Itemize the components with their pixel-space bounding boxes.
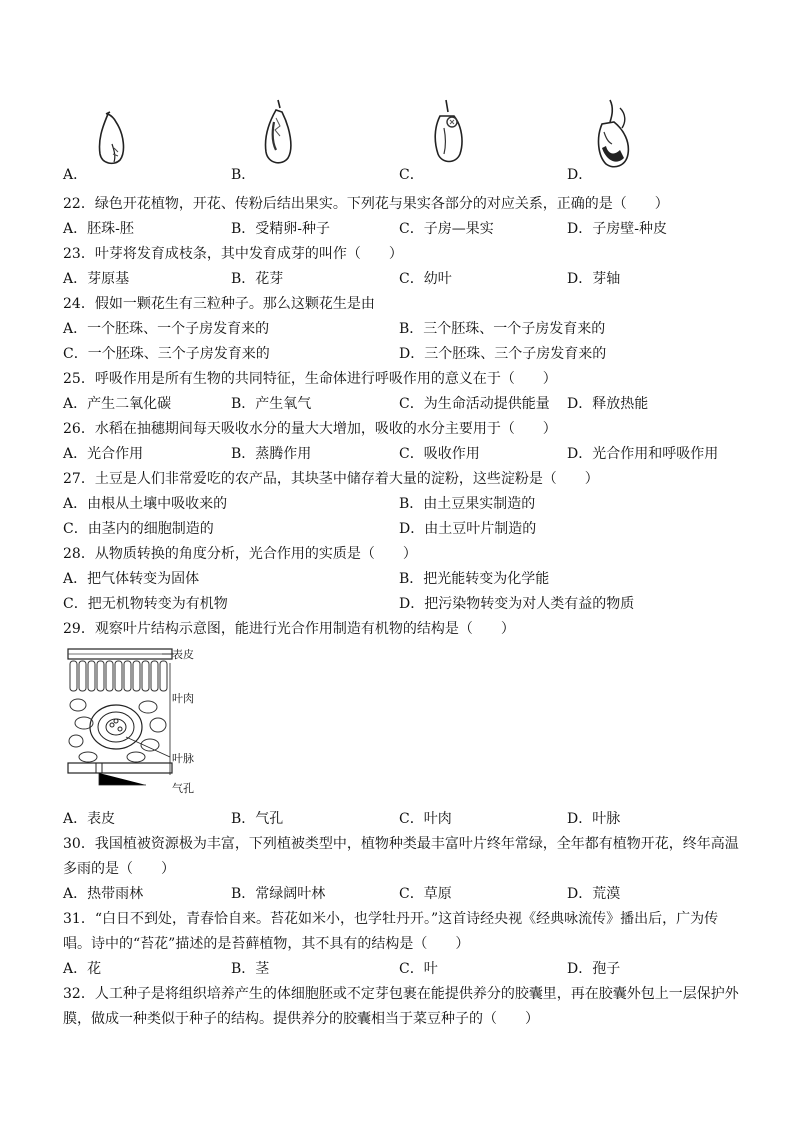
q30-option-c[interactable]: C．草原 [399,886,452,902]
q27-option-b[interactable]: B．由土豆果实制造的 [399,496,536,512]
q28-option-a[interactable]: A．把气体转变为固体 [63,571,200,587]
q25-option-d[interactable]: D．释放热能 [567,396,649,412]
q25-stem: 25．呼吸作用是所有生物的共同特征，生命体进行呼吸作用的意义在于（ ） [63,371,557,387]
q24-option-b[interactable]: B．三个胚珠、一个子房发育来的 [399,321,606,337]
q28-option-d[interactable]: D．把污染物转变为对人类有益的物质 [399,596,635,612]
q31-option-b[interactable]: B．茎 [231,961,270,977]
q29-option-d[interactable]: D．叶脉 [567,811,621,827]
q22-option-d[interactable]: D．子房壁-种皮 [567,221,667,237]
q21-option-d[interactable]: D． [567,167,593,183]
q21-option-c[interactable]: C． [399,167,424,183]
q21-option-a[interactable]: A． [63,167,88,183]
q23-option-c[interactable]: C．幼叶 [399,271,452,287]
q28-option-c[interactable]: C．把无机物转变为有机物 [63,596,228,612]
q32-stem-line1: 32．人工种子是将组织培养产生的体细胞胚或不定芽包裹在能提供养分的胶囊里，再在胶囊外包上一层保护外 [63,986,739,1002]
q31-stem-line2: 唱。诗中的“苔花”描述的是苔藓植物，其不具有的结构是（ ） [63,936,470,952]
q23-stem: 23．叶芽将发育成枝条，其中发育成芽的叫作（ ） [63,246,403,262]
q31-option-c[interactable]: C．叶 [399,961,438,977]
q26-option-a[interactable]: A．光合作用 [63,446,144,462]
q27-option-d[interactable]: D．由土豆叶片制造的 [399,521,537,537]
q30-option-d[interactable]: D．荒漠 [567,886,621,902]
q26-option-b[interactable]: B．蒸腾作用 [231,446,312,462]
q31-stem-line1: 31．“白日不到处，青春恰自来。苔花如米小，也学牡丹开。”这首诗经央视《经典咏流传》播出后，广为传 [63,911,719,927]
q25-option-b[interactable]: B．产生氧气 [231,396,312,412]
q22-option-a[interactable]: A．胚珠-胚 [63,221,134,237]
q29-stem: 29．观察叶片结构示意图，能进行光合作用制造有机物的结构是（ ） [63,621,515,637]
q31-option-d[interactable]: D．孢子 [567,961,621,977]
q26-option-d[interactable]: D．光合作用和呼吸作用 [567,446,719,462]
q23-option-d[interactable]: D．芽轴 [567,271,621,287]
q27-stem: 27．土豆是人们非常爱吃的农产品，其块茎中储存着大量的淀粉，这些淀粉是（ ） [63,471,599,487]
q22-option-b[interactable]: B．受精卵-种子 [231,221,331,237]
label-epidermis: 表皮 [172,648,194,661]
q24-option-c[interactable]: C．一个胚珠、三个子房发育来的 [63,346,270,362]
q24-stem: 24．假如一颗花生有三粒种子。那么这颗花生是由 [63,296,375,312]
q27-option-a[interactable]: A．由根从土壤中吸收来的 [63,496,228,512]
q24-option-a[interactable]: A．一个胚珠、一个子房发育来的 [63,321,270,337]
q24-option-d[interactable]: D．三个胚珠、三个子房发育来的 [399,346,607,362]
q25-option-a[interactable]: A．产生二氧化碳 [63,396,172,412]
label-vein: 叶脉 [172,752,194,765]
leaf-structure-diagram [66,645,206,805]
q27-option-c[interactable]: C．由茎内的细胞制造的 [63,521,214,537]
q21-option-b[interactable]: B． [231,167,256,183]
leaf-cross-section [66,645,174,795]
seed-figure-d [592,98,636,174]
q30-stem-line2: 多雨的是（ ） [63,861,175,877]
seed-figure-b [258,98,298,170]
seed-figure-a [92,108,132,170]
q28-option-b[interactable]: B．把光能转变为化学能 [399,571,550,587]
q29-option-c[interactable]: C．叶肉 [399,811,452,827]
q30-option-b[interactable]: B．常绿阔叶林 [231,886,326,902]
q25-option-c[interactable]: C．为生命活动提供能量 [399,396,550,412]
q29-option-a[interactable]: A．表皮 [63,811,116,827]
q29-option-b[interactable]: B．气孔 [231,811,284,827]
q26-option-c[interactable]: C．吸收作用 [399,446,480,462]
label-mesophyll: 叶肉 [172,692,194,705]
q23-option-b[interactable]: B．花芽 [231,271,284,287]
seed-figure-c [428,98,468,170]
q30-stem-line1: 30．我国植被资源极为丰富，下列植被类型中，植物种类最丰富叶片终年常绿，全年都有植物开花，终年高温 [63,836,739,852]
q22-option-c[interactable]: C．子房—果实 [399,221,494,237]
q31-option-a[interactable]: A．花 [63,961,102,977]
label-stomata: 气孔 [172,782,194,795]
q28-stem: 28．从物质转换的角度分析，光合作用的实质是（ ） [63,546,417,562]
q32-stem-line2: 膜，做成一种类似于种子的结构。提供养分的胶囊相当于菜豆种子的（ ） [63,1011,539,1027]
q23-option-a[interactable]: A．芽原基 [63,271,130,287]
q22-stem: 22．绿色开花植物，开花、传粉后结出果实。下列花与果实各部分的对应关系，正确的是（ ） [63,196,669,212]
q26-stem: 26．水稻在抽穗期间每天吸收水分的量大大增加，吸收的水分主要用于（ ） [63,421,557,437]
q30-option-a[interactable]: A．热带雨林 [63,886,144,902]
